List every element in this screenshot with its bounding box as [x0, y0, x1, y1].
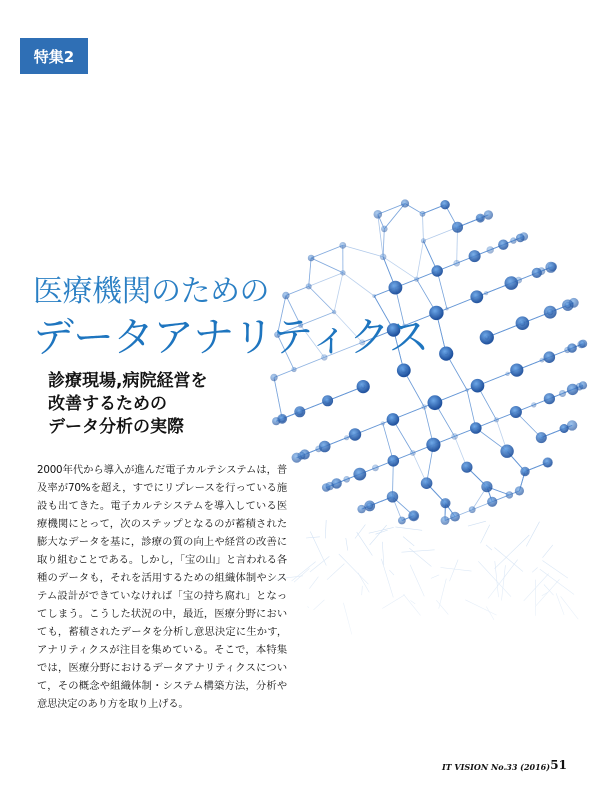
network-node: [498, 240, 508, 250]
network-node: [487, 246, 494, 253]
network-node: [344, 435, 349, 440]
network-node: [543, 457, 553, 467]
network-node: [465, 388, 469, 392]
network-node: [401, 199, 409, 207]
subtitle-line: 診療現場,病院経営を: [48, 371, 208, 391]
network-node: [544, 393, 555, 404]
network-link: [343, 273, 374, 296]
network-node: [476, 214, 485, 223]
lead-paragraph: 2000年代から導入が進んだ電子カルテシステムは，普及率が70%を超え，すでにリプレースを行っている施設も出てきた。電子カルテシステムを導入している医療機関にとって，次のステップとなるのが蓄積された膨大なデータを基に，診療の質の向上や経営の改善に取り組むことである。しかし，「宝の山」と言われる各種のデータも，それを活用するための組織体制やシステム設計ができていなければ「宝の持ち腐れ」となってしまう。こうした状況の中，最近，医療分野においても，蓄積されたデータを分析し意思決定に生かす，アナリティクスが注目を集めている。そこで，本特集では，医療分野におけるデータアナリティクスについて，その概念や組織体制・システム構築方法，分析や意思決定のあり方を取り上げる。: [37, 464, 287, 710]
network-node: [532, 268, 542, 278]
network-node: [380, 254, 387, 261]
network-node: [547, 309, 553, 315]
network-node: [401, 367, 407, 373]
section-badge: [20, 38, 88, 74]
network-node: [339, 242, 346, 249]
network-node: [520, 467, 529, 476]
network-node: [487, 497, 497, 507]
network-node: [579, 381, 587, 389]
network-node: [372, 465, 379, 472]
page-number: 51: [550, 758, 567, 772]
network-node: [565, 302, 572, 309]
network-node: [505, 372, 509, 376]
network-node: [506, 491, 513, 498]
network-link: [309, 273, 343, 287]
network-node: [296, 408, 303, 415]
network-node: [326, 482, 334, 490]
network-node: [298, 452, 306, 460]
network-node: [440, 498, 450, 508]
network-node: [372, 294, 376, 298]
network-node: [545, 262, 556, 273]
subtitle-line: データ分析の実際: [48, 417, 184, 437]
network-node: [484, 210, 493, 219]
network-node: [510, 364, 523, 377]
network-node: [520, 320, 526, 326]
network-node: [567, 384, 578, 395]
network-node: [481, 481, 492, 492]
network-link: [343, 245, 383, 256]
network-node: [422, 404, 427, 409]
network-node: [469, 250, 481, 262]
network-node: [428, 395, 443, 410]
network-node: [381, 421, 385, 425]
network-node: [536, 432, 547, 443]
network-link: [437, 271, 447, 309]
network-node: [516, 234, 525, 243]
network-node: [421, 238, 426, 243]
network-node: [515, 486, 524, 495]
network-node: [445, 307, 448, 310]
network-node: [579, 340, 587, 348]
network-node: [389, 281, 403, 295]
title-line-1: 医療機関のための: [33, 274, 269, 309]
network-link: [383, 257, 417, 279]
network-node: [426, 438, 440, 452]
network-node: [315, 446, 322, 453]
network-node: [366, 503, 373, 510]
subtitle-line: 改善するための: [48, 394, 167, 414]
network-node: [515, 277, 522, 284]
network-link: [383, 229, 384, 257]
network-node: [484, 291, 488, 295]
network-link: [311, 258, 343, 273]
network-node: [324, 398, 330, 404]
network-node: [308, 255, 315, 262]
network-node: [387, 491, 398, 502]
network-link: [309, 258, 311, 286]
network-node: [421, 477, 433, 489]
network-node: [291, 367, 296, 372]
network-node: [306, 283, 312, 289]
section-badge-label: 特集2: [33, 47, 75, 66]
network-node: [349, 428, 361, 440]
network-link: [423, 214, 424, 241]
network-node: [429, 306, 443, 320]
network-node: [343, 476, 350, 483]
publication-info: IT VISION No.33 (2016): [441, 762, 550, 772]
network-node: [567, 343, 576, 352]
network-node: [510, 237, 516, 243]
network-node: [445, 352, 448, 355]
network-link: [311, 245, 343, 258]
subtitle: [48, 370, 278, 439]
network-node: [531, 402, 536, 407]
network-node: [453, 260, 460, 267]
network-node: [353, 468, 366, 481]
network-node: [440, 200, 449, 209]
network-node: [340, 270, 345, 275]
network-node: [544, 351, 556, 363]
title-line-2: データアナリティクス: [33, 313, 429, 361]
network-node: [500, 445, 513, 458]
network-node: [420, 211, 426, 217]
network-node: [510, 406, 522, 418]
network-node: [451, 433, 458, 440]
globe-reflection: [262, 520, 602, 690]
network-node: [279, 415, 286, 422]
network-node: [560, 424, 569, 433]
network-node: [374, 210, 383, 219]
network-node: [282, 292, 289, 299]
network-node: [471, 379, 485, 393]
network-node: [381, 226, 388, 233]
network-node: [414, 277, 419, 282]
network-node: [388, 455, 400, 467]
network-node: [494, 417, 499, 422]
network-node: [470, 422, 482, 434]
network-node: [470, 290, 483, 303]
network-node: [452, 222, 463, 233]
network-link: [467, 390, 476, 428]
network-node: [410, 450, 416, 456]
network-node: [387, 413, 400, 426]
network-link: [417, 241, 424, 279]
network-node: [432, 265, 443, 276]
network-node: [559, 390, 566, 397]
network-link: [423, 227, 457, 241]
network-node: [485, 335, 489, 339]
network-node: [357, 505, 365, 513]
network-node: [361, 385, 365, 389]
network-node: [469, 506, 476, 513]
network-node: [461, 462, 472, 473]
network-link: [383, 423, 394, 460]
